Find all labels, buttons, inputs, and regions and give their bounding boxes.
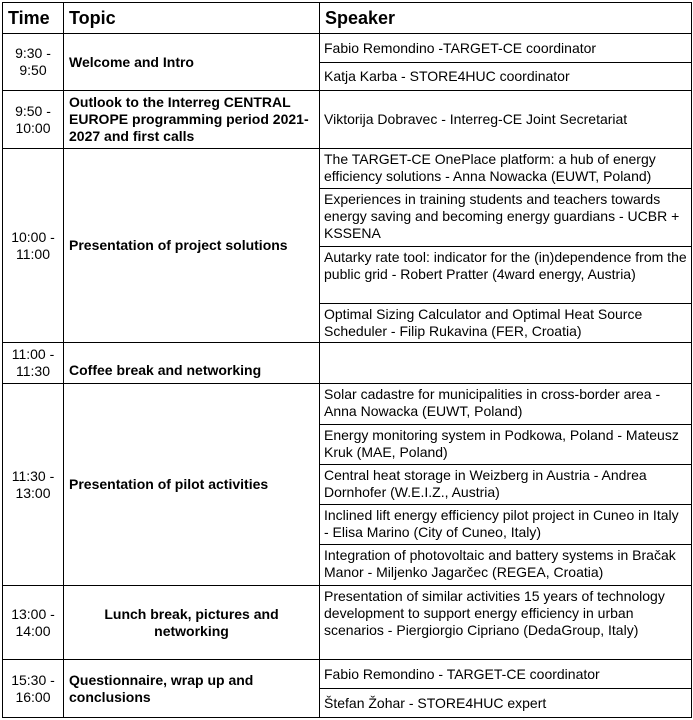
session-topic: Lunch break, pictures and networking (64, 586, 320, 660)
header-topic: Topic (64, 3, 320, 34)
speaker-cell: The TARGET-CE OnePlace platform: a hub of energy efficiency solutions - Anna Nowacka (EUWT, Poland) (320, 149, 692, 189)
speaker-cell: Optimal Sizing Calculator and Optimal Heat Source Scheduler - Filip Rukavina (FER, Croatia) (320, 304, 692, 343)
speaker-cell: Inclined lift energy efficiency pilot project in Cuneo in Italy - Elisa Marino (City of Cuneo, Italy) (320, 505, 692, 545)
table-row (3, 34, 692, 63)
session-topic: Welcome and Intro (64, 34, 320, 91)
session-topic: Presentation of pilot activities (64, 384, 320, 586)
session-time: 10:00 - 11:00 (3, 149, 64, 343)
speaker-cell: Experiences in training students and teachers towards energy saving and becoming energy guardians - UCBR + KSSENA (320, 189, 692, 247)
session-topic: Outlook to the Interreg CENTRAL EUROPE programming period 2021-2027 and first calls (64, 91, 320, 149)
header-time: Time (3, 3, 64, 34)
table-row (3, 149, 692, 189)
session-time: 9:50 - 10:00 (3, 91, 64, 149)
speaker-cell: Fabio Remondino -TARGET-CE coordinator (320, 34, 692, 63)
speaker-cell (320, 343, 692, 384)
speaker-cell: Štefan Žohar - STORE4HUC expert (320, 689, 692, 718)
table-row (3, 91, 692, 149)
table-row (3, 384, 692, 425)
session-time: 11:30 - 13:00 (3, 384, 64, 586)
header-row (3, 3, 692, 34)
speaker-cell: Katja Karba - STORE4HUC coordinator (320, 63, 692, 91)
speaker-cell: Viktorija Dobravec - Interreg-CE Joint Secretariat (320, 91, 692, 149)
table-row (3, 586, 692, 660)
session-time: 15:30 - 16:00 (3, 660, 64, 718)
speaker-cell: Energy monitoring system in Podkowa, Poland - Mateusz Kruk (MAE, Poland) (320, 425, 692, 465)
session-topic: Coffee break and networking (64, 343, 320, 384)
session-time: 9:30 - 9:50 (3, 34, 64, 91)
speaker-cell: Autarky rate tool: indicator for the (in)dependence from the public grid - Robert Pratter (4ward energy, Austria) (320, 247, 692, 304)
speaker-cell: Presentation of similar activities 15 years of technology development to support energy efficiency in urban scenarios - Piergiorgio Cipriano (DedaGroup, Italy) (320, 586, 692, 660)
session-time: 11:00 - 11:30 (3, 343, 64, 384)
table-row (3, 660, 692, 689)
session-topic: Questionnaire, wrap up and conclusions (64, 660, 320, 718)
session-topic: Presentation of project solutions (64, 149, 320, 343)
speaker-cell: Integration of photovoltaic and battery systems in Bračak Manor - Miljenko Jagarčec (REGEA, Croatia) (320, 545, 692, 586)
speaker-cell: Central heat storage in Weizberg in Austria - Andrea Dornhofer (W.E.I.Z., Austria) (320, 465, 692, 505)
speaker-cell: Fabio Remondino - TARGET-CE coordinator (320, 660, 692, 689)
speaker-cell: Solar cadastre for municipalities in cross-border area - Anna Nowacka (EUWT, Poland) (320, 384, 692, 425)
session-time: 13:00 - 14:00 (3, 586, 64, 660)
header-speaker: Speaker (320, 3, 692, 34)
agenda-table (2, 2, 692, 718)
table-row (3, 343, 692, 384)
